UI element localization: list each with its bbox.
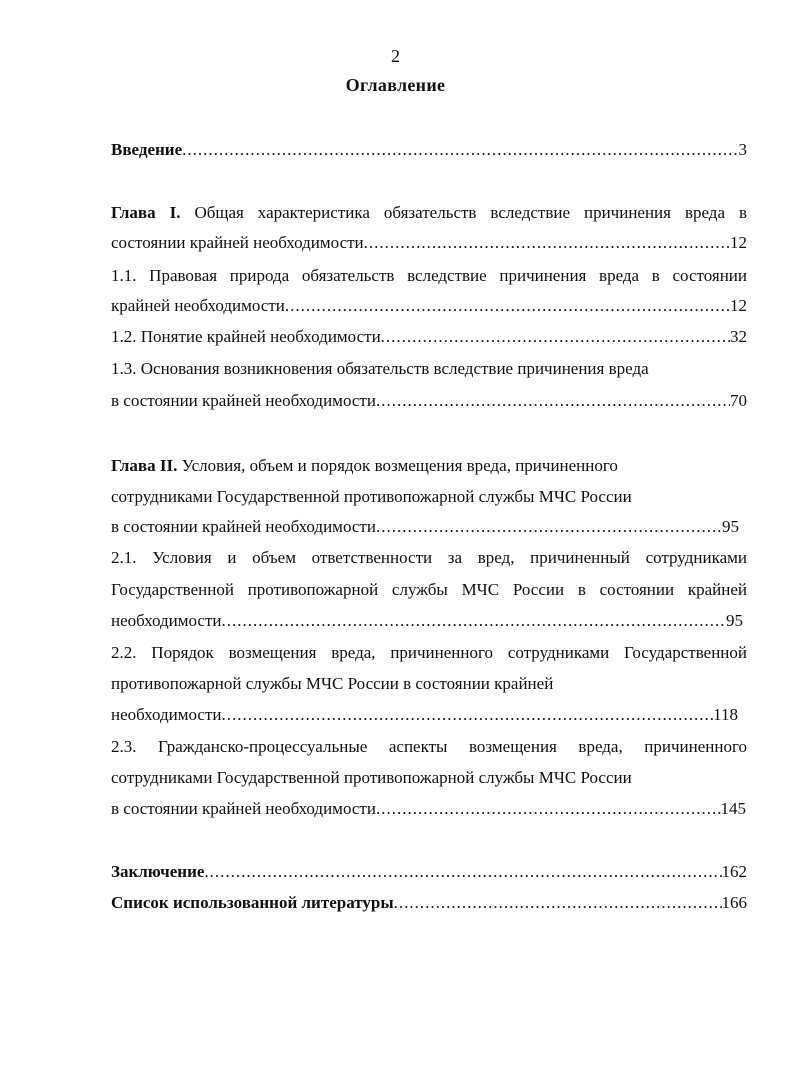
toc-page: 32 <box>730 327 747 346</box>
toc-entry-2-3[interactable] <box>111 735 747 759</box>
toc-entry-references[interactable] <box>111 891 747 915</box>
toc-text: необходимости <box>111 705 222 724</box>
toc-text: 1.1. Правовая природа обязательств вследствие причинения вреда в состоянии <box>111 266 747 285</box>
toc-leader <box>364 231 730 255</box>
chapter-prefix: Глава II. <box>111 456 178 475</box>
toc-page: 95 <box>722 517 739 536</box>
toc-page: 12 <box>730 233 747 252</box>
toc-leader <box>376 389 730 413</box>
toc-leader <box>182 138 738 162</box>
toc-text: сотрудниками Государственной противопожарной службы МЧС России <box>111 487 632 506</box>
toc-entry-2-2[interactable] <box>111 641 747 665</box>
toc-text: 2.3. Гражданско-процессуальные аспекты возмещения вреда, причиненного <box>111 737 747 756</box>
toc-entry-2-2-cont[interactable] <box>111 672 747 696</box>
toc-leader <box>222 703 714 727</box>
toc-page: 118 <box>713 705 738 724</box>
toc-text: Государственной противопожарной службы МЧС России в состоянии крайней <box>111 580 747 599</box>
toc-entry-1-1-cont[interactable] <box>111 294 747 318</box>
toc-text: сотрудниками Государственной противопожарной службы МЧС России <box>111 768 632 787</box>
toc-page: 12 <box>730 296 747 315</box>
toc-entry-1-1[interactable] <box>111 264 747 288</box>
toc-label: Список использованной литературы <box>111 893 394 912</box>
toc-page: 3 <box>738 140 747 159</box>
toc-entry-conclusion[interactable] <box>111 860 747 884</box>
toc-text: в состоянии крайней необходимости <box>111 517 376 536</box>
toc-text: 1.3. Основания возникновения обязательств вследствие причинения вреда <box>111 359 649 378</box>
toc-leader <box>285 294 730 318</box>
chapter-prefix: Глава I. <box>111 203 181 222</box>
toc-leader <box>222 609 726 633</box>
toc-entry-chapter-2-cont[interactable] <box>111 485 747 509</box>
toc-text: крайней необходимости <box>111 296 285 315</box>
toc-entry-2-1[interactable] <box>111 546 747 570</box>
toc-label: Заключение <box>111 862 205 881</box>
toc-leader <box>381 325 730 349</box>
toc-entry-2-3-end[interactable] <box>111 797 746 821</box>
toc-text: 1.2. Понятие крайней необходимости <box>111 327 381 346</box>
toc-text: в состоянии крайней необходимости <box>111 799 376 818</box>
toc-entry-chapter-1[interactable] <box>111 201 747 225</box>
toc-entry-2-3-cont[interactable] <box>111 766 747 790</box>
toc-page: 145 <box>720 799 746 818</box>
toc-text: состоянии крайней необходимости <box>111 233 364 252</box>
toc-entry-intro[interactable] <box>111 138 747 162</box>
toc-text: 2.1. Условия и объем ответственности за вред, причиненный сотрудниками <box>111 548 747 567</box>
toc-text: противопожарной службы МЧС России в состоянии крайней <box>111 674 554 693</box>
toc-entry-2-1-end[interactable] <box>111 609 743 633</box>
toc-leader <box>204 860 721 884</box>
toc-entry-1-2[interactable] <box>111 325 747 349</box>
toc-text: 2.2. Порядок возмещения вреда, причиненного сотрудниками Государственной <box>111 643 747 662</box>
toc-page: 162 <box>721 862 747 881</box>
toc-text: Условия, объем и порядок возмещения вреда, причиненного <box>177 456 618 475</box>
toc-page: 166 <box>721 893 747 912</box>
toc-label: Введение <box>111 140 183 159</box>
toc-entry-1-3[interactable] <box>111 357 747 381</box>
toc-leader <box>394 891 722 915</box>
page-number: 2 <box>391 46 400 66</box>
toc-entry-chapter-2[interactable] <box>111 454 747 478</box>
toc-text: в состоянии крайней необходимости <box>111 391 376 410</box>
page-title: Оглавление <box>345 75 446 95</box>
toc-entry-chapter-1-cont[interactable] <box>111 231 747 255</box>
toc-text: необходимости <box>111 611 222 630</box>
toc-entry-1-3-cont[interactable] <box>111 389 747 413</box>
toc-text: Общая характеристика обязательств вследствие причинения вреда в <box>180 203 747 222</box>
toc-leader <box>376 797 721 821</box>
toc-page: 95 <box>726 611 743 630</box>
toc-leader <box>376 515 722 539</box>
toc-entry-chapter-2-end[interactable] <box>111 515 739 539</box>
toc-entry-2-1-cont[interactable] <box>111 578 747 602</box>
toc-page: 70 <box>730 391 747 410</box>
toc-entry-2-2-end[interactable] <box>111 703 738 727</box>
